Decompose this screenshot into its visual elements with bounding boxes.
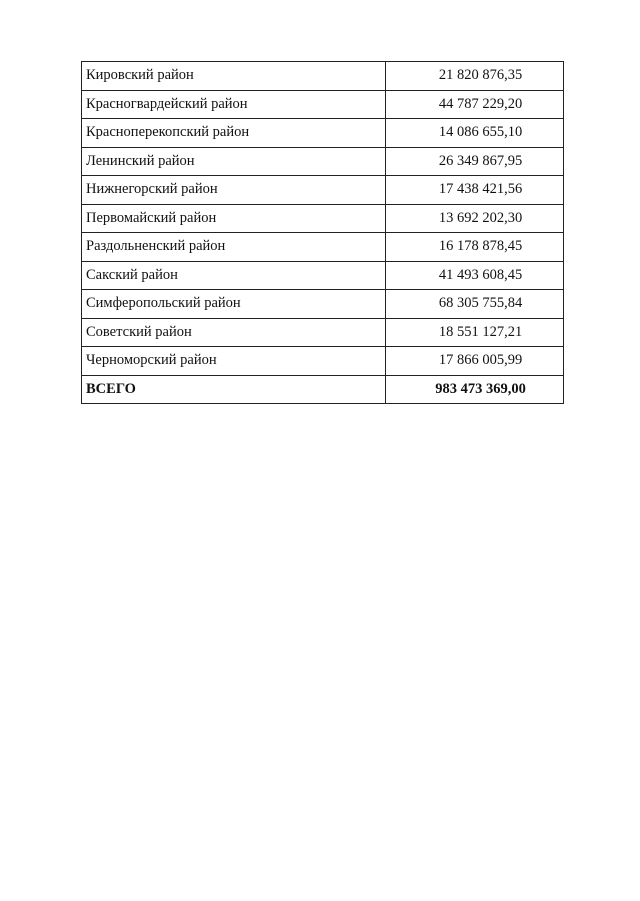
district-amounts-table [81, 61, 564, 404]
district-amount: 17 866 005,99 [386, 347, 564, 376]
table-row [82, 147, 564, 176]
district-amount: 13 692 202,30 [386, 204, 564, 233]
table-row [82, 204, 564, 233]
district-amount: 21 820 876,35 [386, 62, 564, 91]
district-name: Раздольненский район [82, 233, 386, 262]
district-name: Первомайский район [82, 204, 386, 233]
district-amount: 68 305 755,84 [386, 290, 564, 319]
total-row [82, 375, 564, 404]
table-row [82, 290, 564, 319]
district-amount: 18 551 127,21 [386, 318, 564, 347]
table-row [82, 261, 564, 290]
table-row [82, 119, 564, 148]
table-row [82, 233, 564, 262]
total-label: ВСЕГО [82, 375, 386, 404]
district-name: Красноперекопский район [82, 119, 386, 148]
district-amount: 44 787 229,20 [386, 90, 564, 119]
district-name: Сакский район [82, 261, 386, 290]
district-name: Красногвардейский район [82, 90, 386, 119]
district-name: Нижнегорский район [82, 176, 386, 205]
district-amount: 17 438 421,56 [386, 176, 564, 205]
total-amount: 983 473 369,00 [386, 375, 564, 404]
district-amount: 26 349 867,95 [386, 147, 564, 176]
table-row [82, 90, 564, 119]
district-name: Советский район [82, 318, 386, 347]
table-row [82, 176, 564, 205]
district-name: Ленинский район [82, 147, 386, 176]
table-row [82, 318, 564, 347]
district-name: Симферопольский район [82, 290, 386, 319]
table-row [82, 62, 564, 91]
district-name: Черноморский район [82, 347, 386, 376]
table-row [82, 347, 564, 376]
district-amount: 41 493 608,45 [386, 261, 564, 290]
district-name: Кировский район [82, 62, 386, 91]
district-amount: 16 178 878,45 [386, 233, 564, 262]
district-amount: 14 086 655,10 [386, 119, 564, 148]
